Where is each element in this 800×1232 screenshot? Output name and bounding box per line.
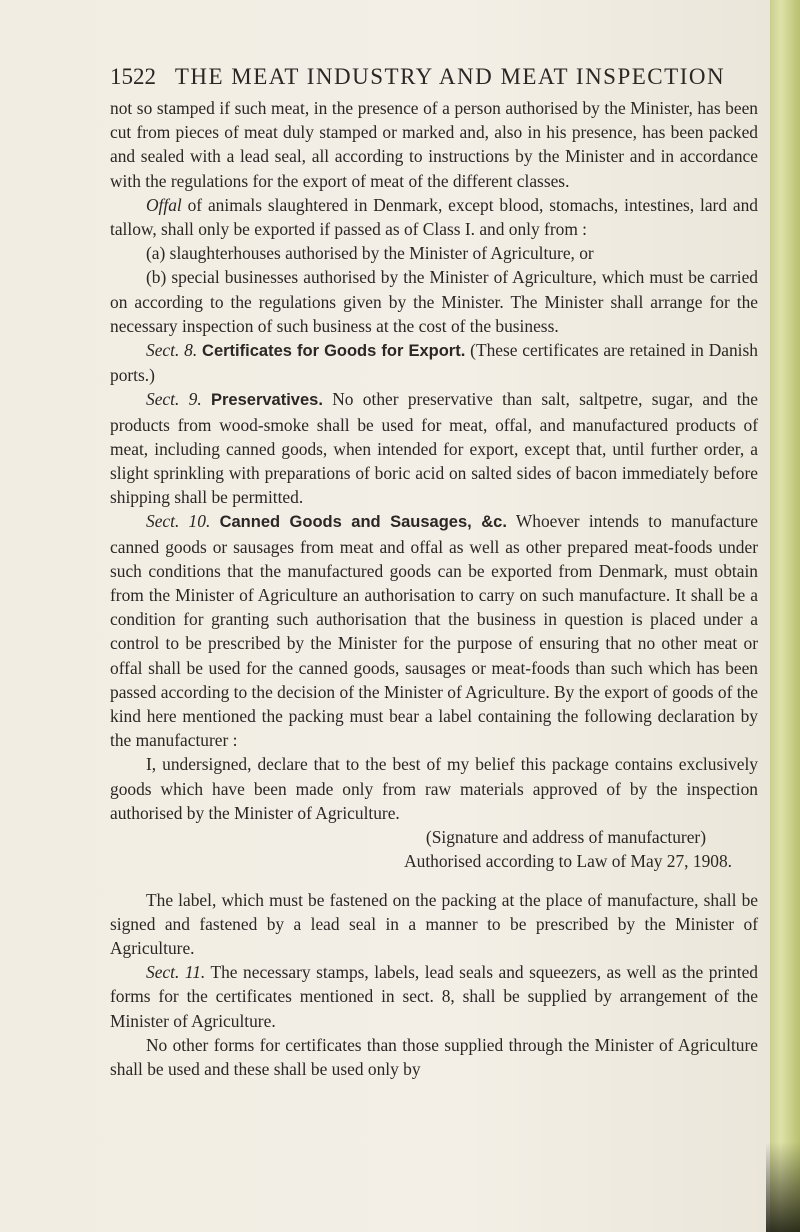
sect9-label: Sect. 9.: [146, 389, 202, 410]
sect10-heading: Canned Goods and Sausages, &c.: [219, 513, 507, 532]
page-edge: [770, 0, 800, 1232]
item-b-text: special businesses authorised by the Minister of Agriculture, which must be carried on according to the regulations given by the Minister. The Minister shall arrange for the necessary inspection of such business at the cost of the business.: [110, 267, 759, 336]
item-a-marker: (a): [146, 243, 166, 264]
sect11-text: The necessary stamps, labels, lead seals and squeezers, as well as the printed forms for the certificates mentioned in sect. 8, shall be supplied by arrangement of the Minister of Agriculture.: [110, 962, 759, 1031]
sect11-label: Sect. 11.: [146, 962, 206, 983]
sect9-text: No other preservative than salt, saltpetre, sugar, and the products from wood-smoke shall be used for meat, offal, and manufactured products of meat, including canned goods, when intended for export, except that, until further order, a slight sprinkling with preparations of boric acid on salted sides of bacon immediately before shipping shall be permitted.: [110, 389, 759, 508]
running-title: THE MEAT INDUSTRY AND MEAT INSPECTION: [174, 64, 726, 89]
declaration: I, undersigned, declare that to the best of my belief this package contains exclusively goods which have been made only from raw materials approved of by the inspection authorised by the Minister of Agriculture.: [110, 754, 758, 823]
sect10-label: Sect. 10.: [146, 511, 211, 532]
section-8: [110, 338, 758, 387]
sect10-text: Whoever intends to manufacture canned goods or sausages from meat and offal as well as other prepared meat-foods under such conditions that the manufactured goods can be exported from Denmark, must obtain from the Minister of Agriculture an authorisation to carry on such manufacture. It shall be a condition for granting such authorisation that the business in question is placed under a control to be prescribed by the Minister for the purpose of ensuring that no other meat or offal shall be used for the canned goods, sausages or meat-foods than such which has been passed according to the decision of the Minister of Agriculture. By the export of goods of the kind here mentioned the packing must bear a label containing the following declaration by the manufacturer :: [110, 511, 758, 751]
signature-line: (Signature and address of manufacturer): [425, 827, 706, 848]
paragraph-offal: [110, 193, 758, 241]
section-11: [110, 960, 758, 1033]
page-corner-shadow: [766, 1142, 800, 1232]
paragraph-continuation: not so stamped if such meat, in the presence of a person authorised by the Minister, has been cut from pieces of meat duly stamped or marked and, also in his presence, has been packed and sealed with a lead seal, all according to instructions by the Minister and in accordance with the regulations for the export of meat of the different classes.: [110, 98, 758, 191]
list-item-b: [110, 265, 758, 338]
paragraph-offal-text: of animals slaughtered in Denmark, except blood, stomachs, intestines, lard and tallow, shall only be exported if passed as of Class I. and only from :: [110, 194, 758, 240]
page-number: 1522: [110, 64, 156, 89]
list-item-a: [110, 241, 758, 265]
sect9-heading: Preservatives.: [210, 391, 323, 410]
offal-term: Offal: [146, 194, 182, 215]
item-a-text: slaughterhouses authorised by the Minister of Agriculture, or: [169, 243, 594, 264]
sect8-heading: Certificates for Goods for Export.: [202, 342, 466, 361]
running-header: [110, 64, 726, 90]
label-paragraph: The label, which must be fastened on the packing at the place of manufacture, shall be signed and fastened by a lead seal in a manner to be prescribed by the Minister of Agriculture.: [110, 889, 758, 958]
authorisation-line: Authorised according to Law of May 27, 1908.: [404, 851, 732, 872]
section-9: [110, 387, 758, 509]
page-body: [110, 96, 758, 1081]
item-b-marker: (b): [146, 267, 167, 288]
forms-paragraph: No other forms for certificates than those supplied through the Minister of Agriculture shall be used and these shall be used only by: [110, 1034, 758, 1079]
sect8-label: Sect. 8.: [146, 340, 198, 361]
section-10: [110, 509, 758, 752]
sect8-text: (These certificates are retained in Danish ports.): [110, 340, 758, 386]
